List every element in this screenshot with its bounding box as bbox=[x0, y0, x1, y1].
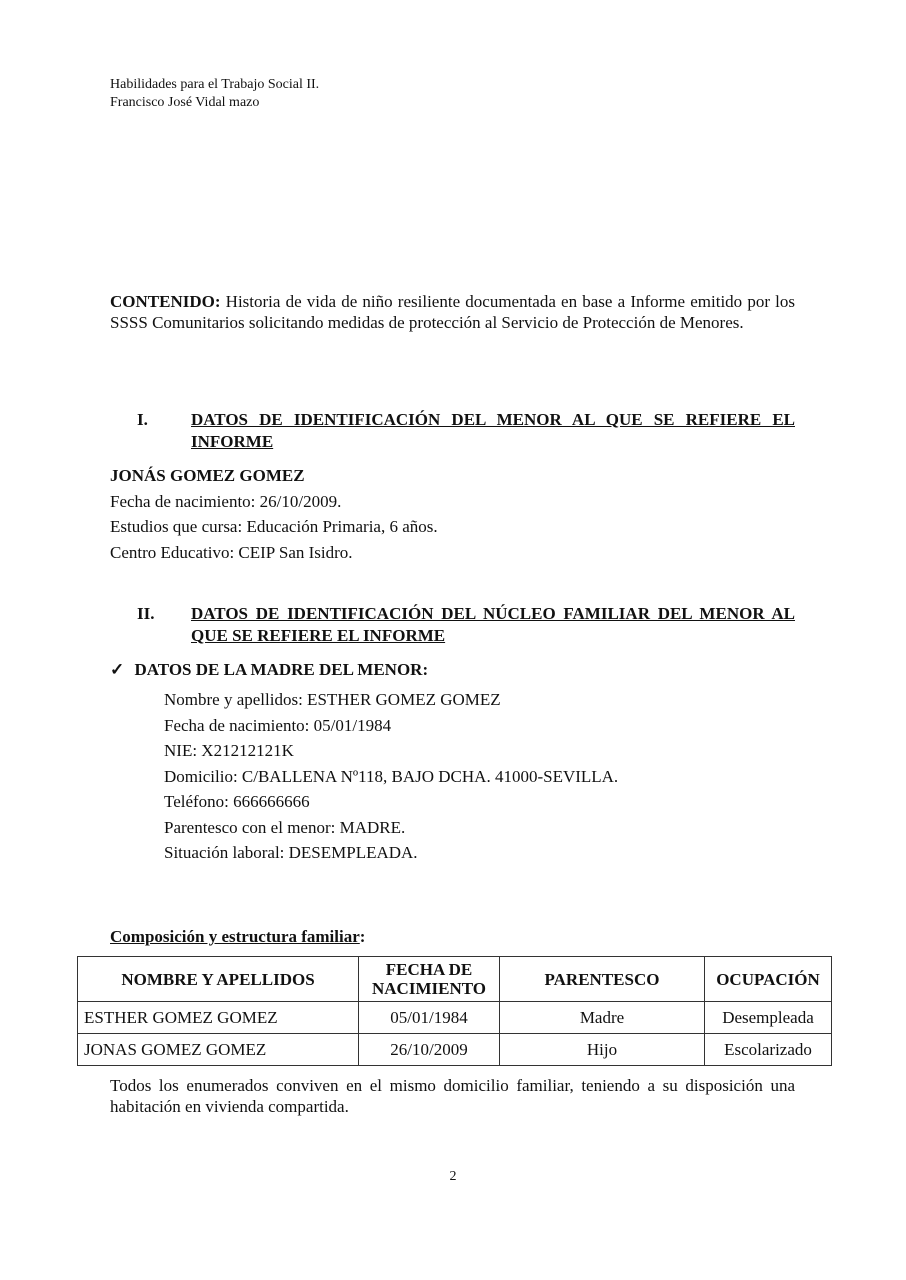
info-line: Estudios que cursa: Educación Primaria, 6 años. bbox=[110, 517, 438, 536]
table-row bbox=[78, 1034, 832, 1066]
page-header bbox=[110, 76, 319, 112]
section-title: DATOS DE IDENTIFICACIÓN DEL NÚCLEO FAMILIAR DEL MENOR AL QUE SE REFIERE EL INFORME bbox=[191, 604, 795, 645]
table-cell: JONAS GOMEZ GOMEZ bbox=[78, 1034, 359, 1066]
table-row bbox=[78, 1002, 832, 1034]
composition-title-text: Composición y estructura familiar bbox=[110, 927, 360, 946]
info-line: NIE: X21212121K bbox=[164, 741, 294, 760]
mother-data bbox=[164, 687, 618, 866]
info-line: Centro Educativo: CEIP San Isidro. bbox=[110, 542, 353, 562]
info-line: Teléfono: 666666666 bbox=[164, 792, 310, 811]
table-cell: Escolarizado bbox=[705, 1034, 832, 1066]
table-cell: ESTHER GOMEZ GOMEZ bbox=[78, 1002, 359, 1034]
info-line: Fecha de nacimiento: 26/10/2009. bbox=[110, 491, 342, 511]
composition-title bbox=[110, 927, 365, 947]
section-2-heading bbox=[137, 603, 795, 647]
header-line: Francisco José Vidal mazo bbox=[110, 95, 260, 110]
info-line: Domicilio: C/BALLENA Nº118, BAJO DCHA. 41000-SEVILLA. bbox=[164, 766, 619, 786]
column-header: FECHA DE NACIMIENTO bbox=[359, 957, 500, 1002]
contenido-paragraph bbox=[110, 291, 795, 333]
table-cell: 05/01/1984 bbox=[359, 1002, 500, 1034]
contenido-text: Historia de vida de niño resiliente documentada en base a Informe emitido por los SSSS Comunitarios solicitando medidas de protección al Servicio de Protección de Menores. bbox=[110, 292, 795, 332]
table-cell: Hijo bbox=[500, 1034, 705, 1066]
section-number: I. bbox=[137, 410, 148, 429]
header-line: Habilidades para el Trabajo Social II. bbox=[110, 77, 320, 92]
checkmark-icon: ✓ bbox=[110, 660, 125, 679]
section-number: II. bbox=[137, 604, 155, 623]
info-line: Nombre y apellidos: ESTHER GOMEZ GOMEZ bbox=[164, 690, 501, 709]
page-number: 2 bbox=[449, 1169, 457, 1184]
table-cell: 26/10/2009 bbox=[359, 1034, 500, 1066]
mother-subtitle bbox=[110, 660, 428, 680]
child-name: JONÁS GOMEZ GOMEZ bbox=[110, 466, 305, 485]
section-title: DATOS DE IDENTIFICACIÓN DEL MENOR AL QUE SE REFIERE EL INFORME bbox=[191, 410, 795, 451]
subtitle-text: DATOS DE LA MADRE DEL MENOR: bbox=[134, 660, 429, 679]
column-header: PARENTESCO bbox=[500, 957, 705, 1002]
table-header-row bbox=[78, 957, 832, 1002]
section-1-body bbox=[110, 463, 438, 565]
composition-note: Todos los enumerados conviven en el mismo domicilio familiar, teniendo a su disposición una habitación en vivienda compartida. bbox=[110, 1076, 795, 1116]
table-cell: Desempleada bbox=[705, 1002, 832, 1034]
info-line: Parentesco con el menor: MADRE. bbox=[164, 817, 406, 837]
column-header: OCUPACIÓN bbox=[705, 957, 832, 1002]
info-line: Fecha de nacimiento: 05/01/1984 bbox=[164, 715, 392, 735]
table-cell: Madre bbox=[500, 1002, 705, 1034]
family-table bbox=[77, 956, 832, 1066]
column-header: NOMBRE Y APELLIDOS bbox=[78, 957, 359, 1002]
contenido-label: CONTENIDO: bbox=[110, 292, 221, 311]
section-1-heading bbox=[137, 409, 795, 453]
info-line: Situación laboral: DESEMPLEADA. bbox=[164, 843, 418, 862]
colon: : bbox=[359, 927, 366, 946]
